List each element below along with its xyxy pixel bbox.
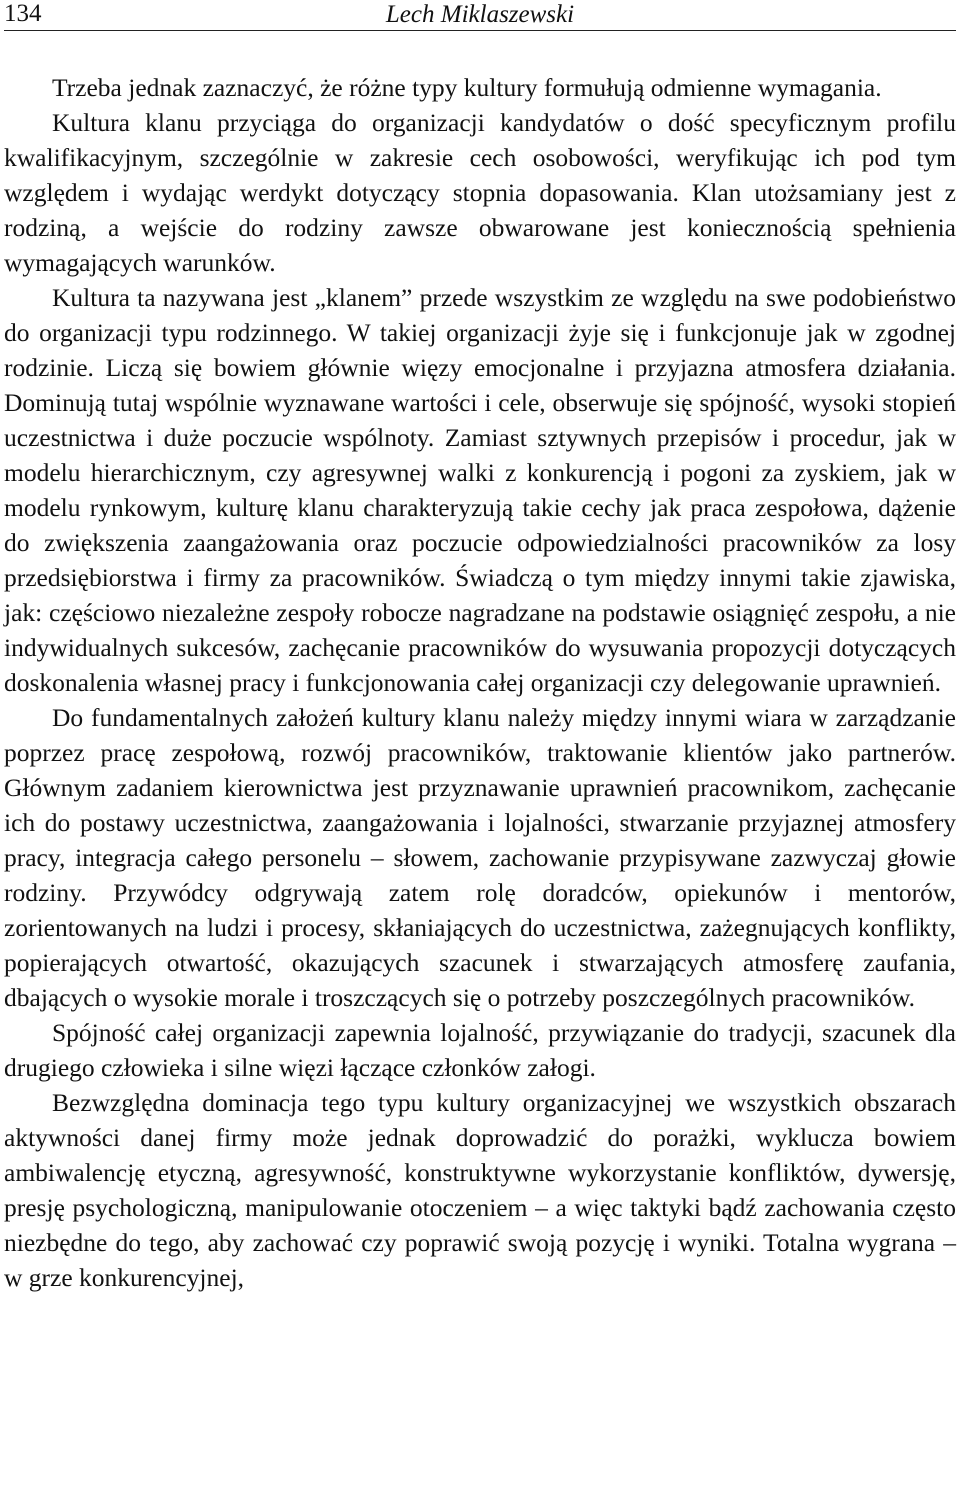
page-header: [4, 0, 956, 31]
paragraph: Bezwzględna dominacja tego typu kultury organizacyjnej we wszystkich obszarach aktywności danej firmy może jednak doprowadzić do porażki, wyklucza bowiem ambiwalencję etyczną, agresywność, konstruktywne wykorzystanie konfliktów, dywersję, presję psychologiczną, manipulowanie otoczeniem – a więc taktyki bądź zachowania często niezbędne do tego, aby zachować czy poprawić swoją pozycję i wyniki. Totalna wygrana – w grze konkurencyjnej,: [4, 1088, 956, 1292]
paragraph: Trzeba jednak zaznaczyć, że różne typy kultury formułują odmienne wymagania.: [52, 73, 882, 102]
body-text: [4, 70, 956, 1295]
paragraph: Spójność całej organizacji zapewnia lojalność, przywiązanie do tradycji, szacunek dla drugiego człowieka i silne więzi łączące członków załogi.: [4, 1018, 956, 1082]
paragraph: Do fundamentalnych założeń kultury klanu należy między innymi wiara w zarządzanie poprzez pracę zespołową, rozwój pracowników, traktowanie klientów jako partnerów. Głównym zadaniem kierownictwa jest przyznawanie uprawnień pracownikom, zachęcanie ich do postawy uczestnictwa, zaangażowania i lojalności, stwarzanie przyjaznej atmosfery pracy, integracja całego personelu – słowem, zachowanie przypisywane zazwyczaj głowie rodziny. Przywódcy odgrywają zatem rolę doradców, opiekunów i mentorów, zorientowanych na ludzi i procesy, skłaniających do uczestnictwa, zażegnujących konflikty, popierających otwartość, okazujących szacunek i stwarzających atmosferę zaufania, dbających o wysokie morale i troszczących się o potrzeby poszczególnych pracowników.: [4, 703, 956, 1012]
paragraph: Kultura klanu przyciąga do organizacji kandydatów o dość specyficznym profilu kwalifikacyjnym, szczególnie w zakresie cech osobowości, weryfikując ich pod tym względem i wydając werdykt dotyczący stopnia dopasowania. Klan utożsamiany jest z rodziną, a wejście do rodziny zawsze obwarowane jest koniecznością spełnienia wymagających warunków.: [4, 108, 956, 277]
page-number: 134: [4, 0, 42, 27]
running-head-author: Lech Miklaszewski: [385, 1, 575, 28]
paragraph: Kultura ta nazywana jest „klanem” przede wszystkim ze względu na swe podobieństwo do organizacji typu rodzinnego. W takiej organizacji żyje się i funkcjonuje jak w zgodnej rodzinie. Liczą się bowiem głównie więzy emocjonalne i przyjazna atmosfera działania. Dominują tutaj wspólnie wyznawane wartości i cele, obserwuje się spójność, wysoki stopień uczestnictwa i duże poczucie wspólnoty. Zamiast sztywnych przepisów i procedur, jak w modelu hierarchicznym, czy agresywnej walki z konkurencją i pogoni za zyskiem, jak w modelu rynkowym, kulturę klanu charakteryzują takie cechy jak praca zespołowa, dążenie do zwiększenia zaangażowania oraz poczucie odpowiedzialności pracowników za losy przedsiębiorstwa i firmy za pracowników. Świadczą o tym między innymi takie zjawiska, jak: częściowo niezależne zespoły robocze nagradzane na podstawie osiągnięć zespołu, a nie indywidualnych sukcesów, zachęcanie pracowników do wysuwania propozycji dotyczących doskonalenia własnej pracy i funkcjonowania całej organizacji czy delegowanie uprawnień.: [4, 283, 956, 697]
